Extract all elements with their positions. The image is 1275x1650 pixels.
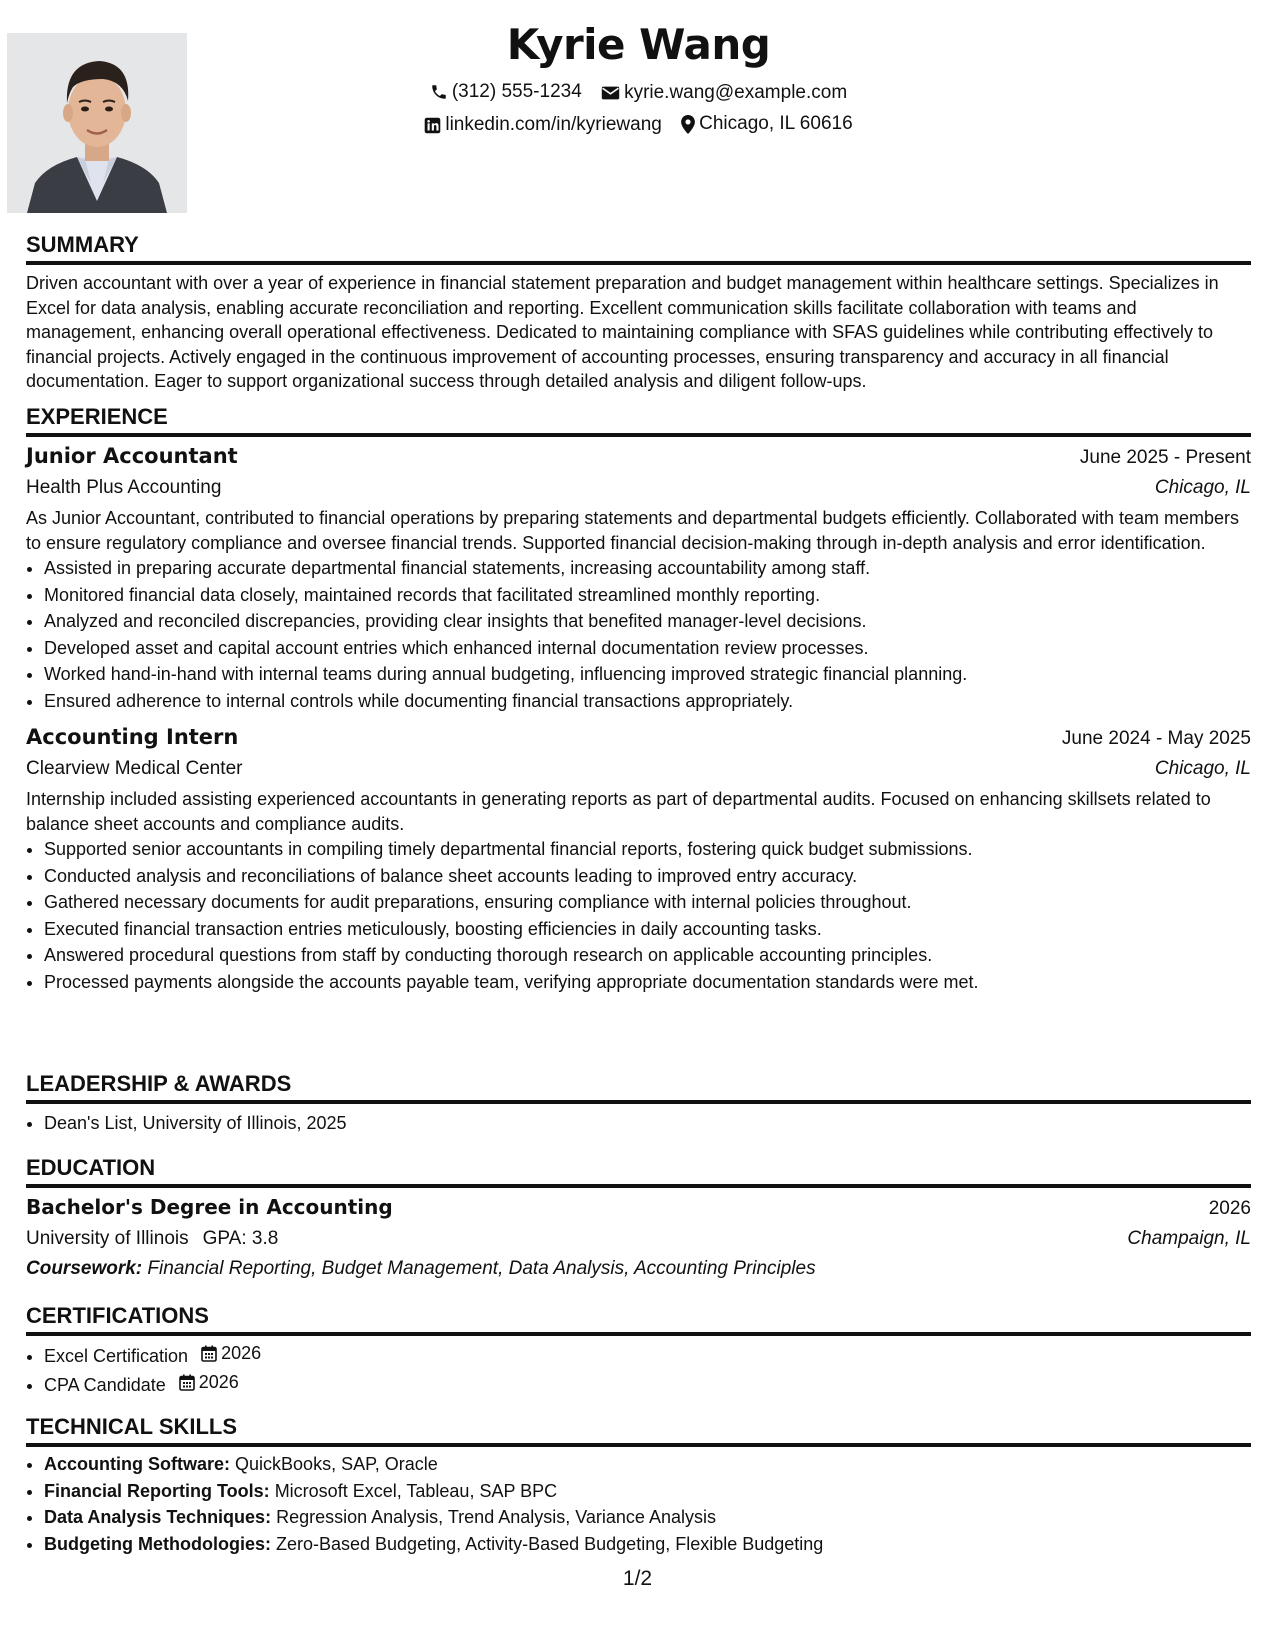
list-item: • Processed payments alongside the accounts payable team, verifying appropriate documentation standards were met. <box>44 969 1251 996</box>
cert-name: Excel Certification <box>44 1345 189 1366</box>
phone-contact[interactable] <box>430 81 582 103</box>
experience-section <box>26 404 1251 995</box>
coursework-label: Coursework: <box>26 1258 143 1279</box>
education-section <box>26 1155 1251 1284</box>
awards-list <box>26 1110 1251 1137</box>
skill-category: Financial Reporting Tools: <box>44 1480 270 1501</box>
certifications-list <box>26 1340 1251 1399</box>
job-description: As Junior Accountant, contributed to financial operations by preparing statements and departmental budgets efficiently. Collaborated with team members to ensure regulatory compliance and oversee financial trends. Supported financial decision-making through in-depth analysis and error identification. <box>26 508 1240 553</box>
list-item: • Answered procedural questions from staff by conducting thorough research on applicable accounting principles. <box>44 942 1251 969</box>
job-description: Internship included assisting experienced accountants in generating reports as part of departmental audits. Focused on enhancing skillsets related to balance sheet accounts and compliance audits. <box>26 789 1211 834</box>
job-bullets <box>26 555 1251 714</box>
contact-row-secondary <box>26 113 1251 140</box>
envelope-icon <box>601 85 620 101</box>
list-item: • Dean's List, University of Illinois, 2025 <box>44 1110 1251 1137</box>
company-name: Health Plus Accounting <box>26 477 222 498</box>
job-location: Chicago, IL <box>1154 477 1251 498</box>
section-title: EXPERIENCE <box>26 404 1251 437</box>
cert-date <box>179 1369 239 1396</box>
graduation-year: 2026 <box>1208 1198 1251 1219</box>
list-item <box>44 1504 1251 1531</box>
degree-name: Bachelor's Degree in Accounting <box>26 1195 393 1219</box>
email-contact[interactable] <box>601 82 847 104</box>
list-item: • Gathered necessary documents for audit preparations, ensuring compliance with internal policies throughout. <box>44 889 1251 916</box>
list-item <box>44 1531 1251 1558</box>
skills-list <box>26 1451 1251 1557</box>
location-contact <box>681 113 853 135</box>
list-item: • Analyzed and reconciled discrepancies, providing clear insights that benefited manager-level decisions. <box>44 608 1251 635</box>
job-entry <box>26 441 1251 714</box>
job-dates: June 2025 - Present <box>1079 447 1251 468</box>
job-location: Chicago, IL <box>1154 758 1251 779</box>
school-location: Champaign, IL <box>1127 1228 1251 1249</box>
cert-year: 2026 <box>198 1372 239 1393</box>
awards-section <box>26 1071 1251 1137</box>
section-title: SUMMARY <box>26 232 1251 265</box>
phone-number: (312) 555-1234 <box>451 81 582 102</box>
skills-section <box>26 1414 1251 1557</box>
map-pin-icon <box>681 115 695 134</box>
linkedin-contact[interactable] <box>424 114 662 136</box>
company-name: Clearview Medical Center <box>26 758 243 779</box>
education-entry <box>26 1192 1251 1284</box>
section-title: LEADERSHIP & AWARDS <box>26 1071 1251 1104</box>
candidate-name: Kyrie Wang <box>506 20 771 69</box>
skill-category: Data Analysis Techniques: <box>44 1507 272 1527</box>
cert-name: CPA Candidate <box>44 1375 166 1395</box>
job-dates: June 2024 - May 2025 <box>1061 728 1251 749</box>
summary-text: Driven accountant with over a year of experience in financial statement preparation and budget management within healthcare settings. Specializes in Excel for data analysis, enabling accurate reconciliation and reporting. Excellent communication skills facilitate collaboration with teams and management, enhancing overall operational effectiveness. Dedicated to maintaining compliance with SFAS guidelines while contributing effectively to financial projects. Actively engaged in the continuous improvement of accounting processes, ensuring transparency and accuracy in all financial documentation. Eager to support organizational success through detailed analysis and diligent follow-ups. <box>26 273 1219 391</box>
list-item: • Ensured adherence to internal controls while documenting financial transactions appropriately. <box>44 688 1251 715</box>
summary-section <box>26 232 1251 394</box>
gpa: GPA: 3.8 <box>202 1228 279 1249</box>
skill-values: Microsoft Excel, Tableau, SAP BPC <box>274 1480 558 1501</box>
list-item <box>44 1478 1251 1505</box>
cert-date <box>201 1340 261 1367</box>
school-name: University of Illinois <box>26 1228 189 1249</box>
location-text: Chicago, IL 60616 <box>699 113 853 134</box>
list-item: • Supported senior accountants in compiling timely departmental financial reports, fostering quick budget submissions. <box>44 836 1251 863</box>
coursework-list: Financial Reporting, Budget Management, Data Analysis, Accounting Principles <box>147 1258 816 1279</box>
school-line <box>26 1224 278 1254</box>
section-title: EDUCATION <box>26 1155 1251 1188</box>
list-item: • Worked hand-in-hand with internal teams during annual budgeting, influencing improved strategic financial planning. <box>44 661 1251 688</box>
list-item: • Developed asset and capital account entries which enhanced internal documentation review processes. <box>44 635 1251 662</box>
list-item: • Monitored financial data closely, maintained records that facilitated streamlined monthly reporting. <box>44 582 1251 609</box>
phone-icon <box>430 83 448 101</box>
page-number: 1/2 <box>622 1567 653 1590</box>
list-item <box>44 1369 1251 1398</box>
job-entry <box>26 722 1251 995</box>
contact-row-primary <box>26 81 1251 107</box>
calendar-icon <box>179 1374 195 1391</box>
calendar-icon <box>201 1345 217 1362</box>
section-title: CERTIFICATIONS <box>26 1303 1251 1336</box>
job-title: Accounting Intern <box>26 725 239 749</box>
section-title: TECHNICAL SKILLS <box>26 1414 1251 1447</box>
skill-values: Zero-Based Budgeting, Activity-Based Budgeting, Flexible Budgeting <box>275 1533 824 1554</box>
linkedin-icon <box>424 117 441 134</box>
skill-values: QuickBooks, SAP, Oracle <box>235 1454 438 1474</box>
job-title: Junior Accountant <box>26 444 238 468</box>
skill-category: Budgeting Methodologies: <box>44 1533 271 1554</box>
certifications-section <box>26 1303 1251 1399</box>
list-item <box>44 1451 1251 1478</box>
email-address: kyrie.wang@example.com <box>624 82 848 103</box>
list-item <box>44 1340 1251 1369</box>
skill-category: Accounting Software: <box>44 1454 231 1474</box>
job-bullets <box>26 836 1251 995</box>
coursework-line <box>26 1254 1251 1284</box>
list-item: • Executed financial transaction entries meticulously, boosting efficiencies in daily accounting tasks. <box>44 916 1251 943</box>
cert-year: 2026 <box>221 1343 262 1363</box>
list-item: • Conducted analysis and reconciliations of balance sheet accounts leading to improved entry accuracy. <box>44 863 1251 890</box>
skill-values: Regression Analysis, Trend Analysis, Variance Analysis <box>276 1507 716 1527</box>
linkedin-url: linkedin.com/in/kyriewang <box>445 114 662 135</box>
list-item: • Assisted in preparing accurate departmental financial statements, increasing accountability among staff. <box>44 555 1251 582</box>
